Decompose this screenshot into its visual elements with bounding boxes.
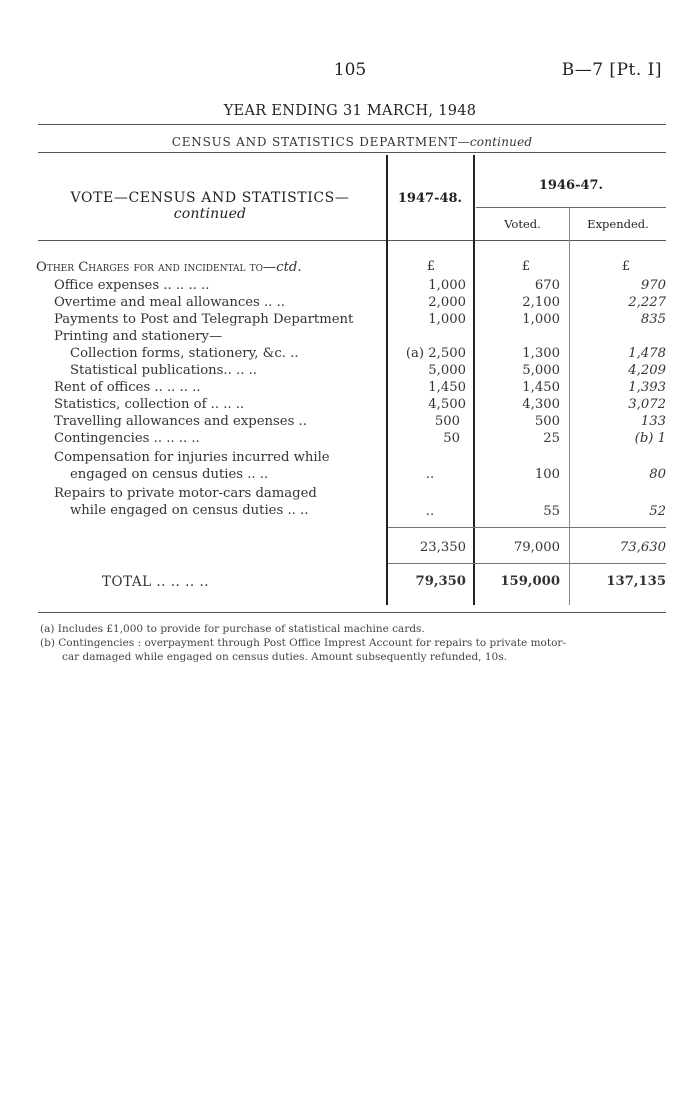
cell-voted: 670 bbox=[534, 278, 560, 293]
section-heading-text: Other Charges for and incidental to bbox=[36, 260, 263, 275]
department-name: CENSUS AND STATISTICS DEPARTMENT bbox=[171, 135, 458, 149]
department-suffix: —continued bbox=[457, 135, 533, 149]
year-title: YEAR ENDING 31 MARCH, 1948 bbox=[223, 103, 477, 119]
cell-1947: 500 bbox=[434, 414, 460, 429]
cell-voted: 100 bbox=[534, 467, 560, 482]
table-row-label: Office expenses .. .. .. .. bbox=[54, 278, 210, 293]
cell-expended: 1,478 bbox=[628, 346, 666, 361]
table-row-label: engaged on census duties .. .. bbox=[70, 467, 269, 482]
section-heading bbox=[36, 260, 372, 275]
cell-voted: 55 bbox=[543, 504, 560, 519]
vote-title-continued: continued bbox=[173, 206, 247, 222]
table-row-label: Contingencies .. .. .. .. bbox=[54, 431, 200, 446]
table-row-label: Payments to Post and Telegraph Department bbox=[54, 312, 354, 327]
footnote-b-line1: (b) Contingencies : overpayment through Post Office Imprest Account for repairs to private motor- bbox=[40, 637, 566, 649]
cell-1947: 1,000 bbox=[428, 278, 466, 293]
cell-expended: 80 bbox=[649, 467, 666, 482]
currency-voted: £ bbox=[521, 259, 531, 274]
vote-title bbox=[40, 190, 380, 222]
col-header-1947-48: 1947-48. bbox=[397, 191, 463, 206]
vrule-voted bbox=[569, 208, 570, 605]
cell-voted: 500 bbox=[534, 414, 560, 429]
table-row-label: while engaged on census duties .. .. bbox=[70, 503, 309, 518]
cell-expended: 1,393 bbox=[628, 380, 666, 395]
cell-expended: (b) 1 bbox=[634, 431, 666, 446]
table-row-label: Overtime and meal allowances .. .. bbox=[54, 295, 285, 310]
rule-header-bottom bbox=[38, 240, 666, 241]
subtotal-1947: 23,350 bbox=[419, 540, 466, 555]
cell-1947: (a) 2,500 bbox=[405, 346, 466, 361]
table-row-label: Collection forms, stationery, &c. .. bbox=[70, 346, 299, 361]
col-header-1946-47: 1946-47. bbox=[538, 178, 604, 193]
total-expended: 137,135 bbox=[606, 574, 666, 589]
rule-total bbox=[388, 563, 666, 564]
cell-1947: 4,500 bbox=[428, 397, 466, 412]
table-row-label: Rent of offices .. .. .. .. bbox=[54, 380, 201, 395]
cell-1947: .. bbox=[425, 504, 435, 519]
cell-expended: 970 bbox=[640, 278, 666, 293]
page-number: 105 bbox=[333, 60, 367, 80]
footnote-b-line2: car damaged while engaged on census duties. Amount subsequently refunded, 10s. bbox=[62, 651, 507, 663]
table-row-label: Compensation for injuries incurred while bbox=[54, 450, 330, 465]
cell-expended: 2,227 bbox=[628, 295, 666, 310]
currency-expended: £ bbox=[621, 259, 631, 274]
cell-1947: .. bbox=[425, 467, 435, 482]
total-label: TOTAL .. .. .. .. bbox=[102, 574, 210, 590]
table-row-label: Printing and stationery— bbox=[54, 329, 223, 344]
cell-voted: 1,000 bbox=[522, 312, 560, 327]
rule-dept bbox=[38, 152, 666, 153]
cell-1947: 1,450 bbox=[428, 380, 466, 395]
col-header-voted: Voted. bbox=[504, 217, 541, 231]
footnote-a: (a) Includes £1,000 to provide for purchase of statistical machine cards. bbox=[40, 623, 425, 635]
table-row-label: Travelling allowances and expenses .. bbox=[54, 414, 307, 429]
cell-expended: 52 bbox=[649, 504, 666, 519]
cell-voted: 1,450 bbox=[522, 380, 560, 395]
table-row-label: Statistics, collection of .. .. .. bbox=[54, 397, 245, 412]
subtotal-expended: 73,630 bbox=[619, 540, 666, 555]
cell-expended: 133 bbox=[640, 414, 666, 429]
vrule-1946 bbox=[473, 155, 475, 605]
rule-subtotal bbox=[388, 527, 666, 528]
cell-voted: 2,100 bbox=[522, 295, 560, 310]
cell-voted: 4,300 bbox=[522, 397, 560, 412]
col-header-expended: Expended. bbox=[587, 217, 649, 231]
cell-1947: 1,000 bbox=[428, 312, 466, 327]
table-row-label: Repairs to private motor-cars damaged bbox=[54, 486, 317, 501]
cell-voted: 5,000 bbox=[522, 363, 560, 378]
cell-voted: 25 bbox=[543, 431, 560, 446]
rule-footnotes bbox=[38, 612, 666, 613]
cell-1947: 2,000 bbox=[428, 295, 466, 310]
cell-voted: 1,300 bbox=[522, 346, 560, 361]
currency-1947: £ bbox=[426, 259, 436, 274]
total-1947: 79,350 bbox=[415, 574, 466, 589]
section-heading-suffix: —ctd. bbox=[263, 260, 302, 275]
department-title bbox=[40, 135, 664, 149]
cell-1947: 50 bbox=[443, 431, 460, 446]
page-reference: B—7 [Pt. I] bbox=[561, 60, 662, 80]
cell-1947: 5,000 bbox=[428, 363, 466, 378]
subtotal-voted: 79,000 bbox=[513, 540, 560, 555]
cell-expended: 835 bbox=[640, 312, 666, 327]
cell-expended: 3,072 bbox=[628, 397, 666, 412]
rule-top bbox=[38, 124, 666, 125]
total-voted: 159,000 bbox=[500, 574, 560, 589]
vote-title-main: VOTE—CENSUS AND STATISTICS— bbox=[70, 190, 350, 206]
table-row-label: Statistical publications.. .. .. bbox=[70, 363, 257, 378]
cell-expended: 4,209 bbox=[628, 363, 666, 378]
subheader-rule bbox=[476, 207, 666, 208]
